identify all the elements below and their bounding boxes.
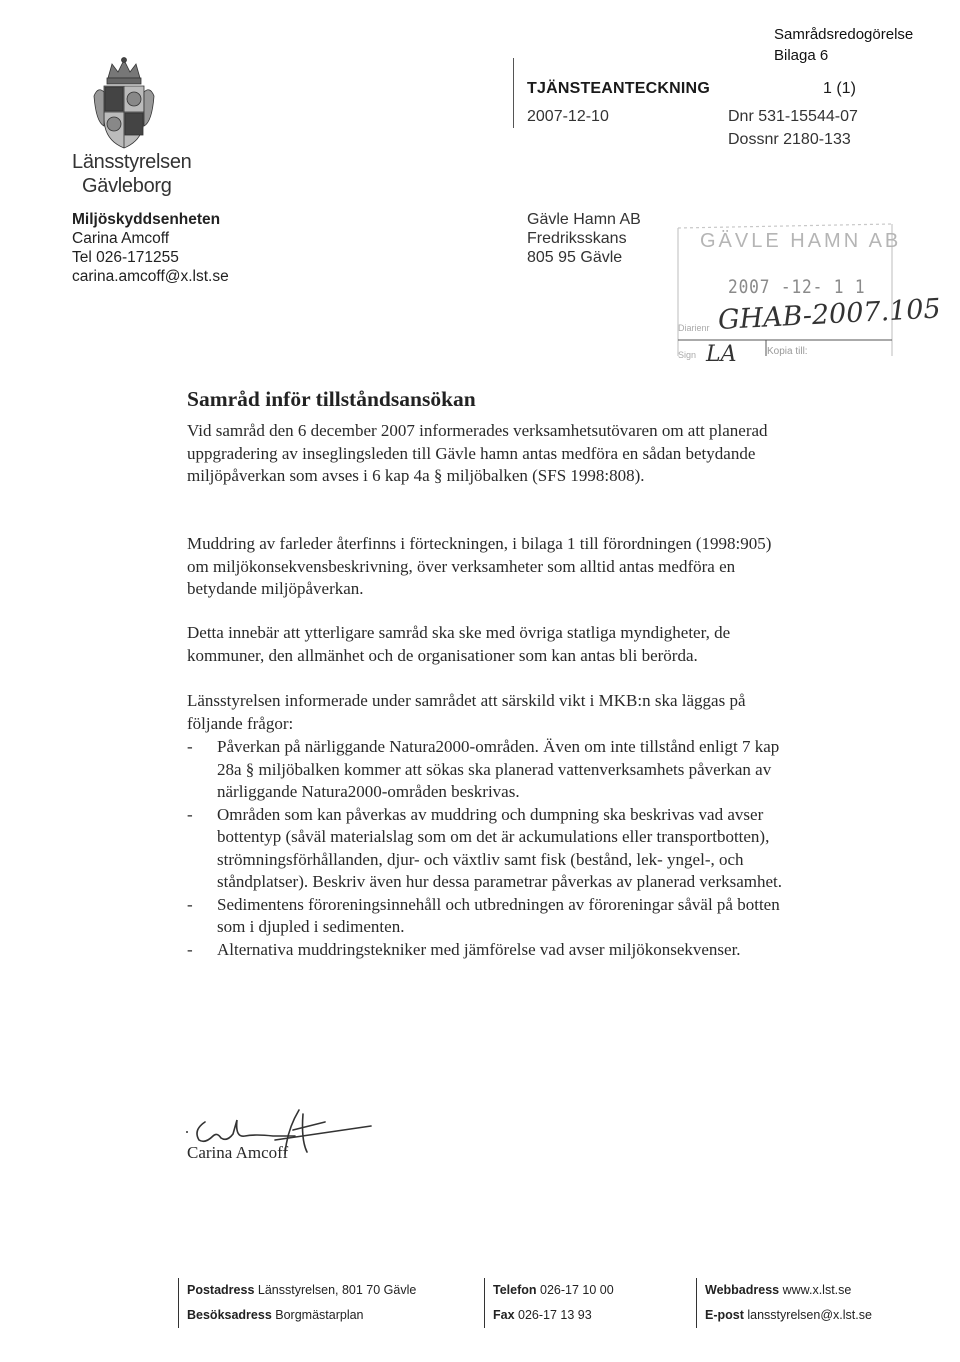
list-item bbox=[187, 939, 787, 962]
sender-unit: Miljöskyddsenheten bbox=[72, 211, 221, 228]
footer-post-value: Länsstyrelsen, 801 70 Gävle bbox=[257, 1283, 417, 1297]
footer-address-column bbox=[178, 1278, 416, 1328]
footer-web-value: www.x.lst.se bbox=[782, 1283, 852, 1297]
stamp-dnr-value: GHAB-2007.105 bbox=[717, 293, 942, 336]
stamp-sign-label: Sign bbox=[678, 350, 697, 360]
issue-list bbox=[187, 736, 787, 961]
footer-web-column bbox=[696, 1278, 872, 1328]
recipient-block bbox=[527, 210, 641, 267]
paragraph-2: Muddring av farleder återfinns i förteckningen, i bilaga 1 till förordningen (1998:905) om miljökonsekvensbeskrivning, över verksamheter som alltid antas medföra en betydande miljöpåverkan. bbox=[187, 534, 772, 598]
sender-name: Carina Amcoff bbox=[72, 230, 170, 247]
sender-block bbox=[72, 210, 229, 286]
list-item-text: Alternativa muddringstekniker med jämförelse vad avser miljökonsekvenser. bbox=[217, 939, 741, 959]
stamp-date: 2007 -12- 1 1 bbox=[728, 276, 866, 298]
header-divider bbox=[513, 58, 514, 128]
recipient-street: Fredriksskans bbox=[527, 230, 627, 247]
bullet-dash: - bbox=[187, 804, 193, 824]
diary-number: Dnr 531-15544-07 bbox=[728, 108, 858, 125]
document-title: Samrådsredogörelse bbox=[774, 26, 914, 43]
list-item bbox=[187, 736, 787, 804]
paragraph-4: Länsstyrelsen informerade under samrådet att särskild vikt i MKB:n ska läggas på följande frågor: bbox=[187, 691, 746, 733]
footer-post-label: Postadress bbox=[187, 1283, 255, 1297]
organization-name-line1: Länsstyrelsen bbox=[72, 151, 192, 173]
subject-heading: Samråd inför tillståndsansökan bbox=[187, 387, 476, 411]
paragraph-1: Vid samråd den 6 december 2007 informerades verksamhetsutövaren om att planerad uppgradering av inseglingsleden till Gävle hamn antas medföra en sådan betydande miljöpåverkan som avses i 6 kap 4a § miljöbalken (SFS 1998:808). bbox=[187, 421, 768, 485]
recipient-postal: 805 95 Gävle bbox=[527, 249, 623, 266]
stamp-copy-label: Kopia till: bbox=[767, 346, 808, 357]
recipient-company: Gävle Hamn AB bbox=[527, 211, 641, 228]
footer-fax-label: Fax bbox=[493, 1308, 515, 1322]
signer-name: Carina Amcoff bbox=[187, 1143, 289, 1162]
organization-name bbox=[72, 150, 192, 198]
list-item-text: Sedimentens föroreningsinnehåll och utbredningen av föroreningar såväl på botten som i djupled i sedimenten. bbox=[217, 894, 780, 936]
sender-phone: Tel 026-171255 bbox=[72, 249, 179, 266]
stamp-sign-value: LA bbox=[706, 342, 737, 367]
document-type: TJÄNSTEANTECKNING bbox=[527, 80, 710, 97]
document-date: 2007-12-10 bbox=[527, 108, 609, 125]
document-header-tag bbox=[774, 24, 913, 66]
paragraph-3: Detta innebär att ytterligare samråd ska ske med övriga statliga myndigheter, de kommuner, den allmänhet och de organisationer som kan antas bli berörda. bbox=[187, 623, 731, 665]
footer-fax-value: 026-17 13 93 bbox=[518, 1308, 592, 1322]
footer-visit-label: Besöksadress bbox=[187, 1308, 272, 1322]
bullet-dash: - bbox=[187, 737, 193, 756]
list-item bbox=[187, 804, 787, 894]
stamp-dnr-label: Diarienr bbox=[678, 323, 710, 333]
footer-phone-label: Telefon bbox=[493, 1283, 537, 1297]
footer-visit-value: Borgmästarplan bbox=[275, 1308, 364, 1322]
bullet-dash: - bbox=[187, 894, 193, 914]
footer-phone-value: 026-17 10 00 bbox=[540, 1283, 614, 1297]
sender-email: carina.amcoff@x.lst.se bbox=[72, 268, 229, 285]
stamp-company: GÄVLE HAMN AB bbox=[700, 230, 902, 252]
footer-email-value: lansstyrelsen@x.lst.se bbox=[747, 1308, 872, 1322]
organization-name-line2: Gävleborg bbox=[82, 175, 172, 197]
footer-phone-column bbox=[484, 1278, 614, 1328]
list-item bbox=[187, 894, 787, 939]
dossier-number: Dossnr 2180-133 bbox=[728, 131, 851, 148]
page-info: 1 (1) bbox=[823, 80, 856, 97]
attachment-label: Bilaga 6 bbox=[774, 47, 829, 64]
footer-email-label: E-post bbox=[705, 1308, 744, 1322]
list-item-text: Påverkan på närliggande Natura2000-områden. Även om inte tillstånd enligt 7 kap 28a § miljöbalken kommer att sökas ska planerad vattenverksamhets påverkan av närliggande Natura2000-områden beskrivas. bbox=[217, 737, 780, 801]
coat-of-arms-logo bbox=[90, 56, 158, 156]
list-item-text: Områden som kan påverkas av muddring och dumpning ska beskrivas vad avser bottentyp (såväl materialslag som om det är ackumulations eller transportbotten), strömningsförhållanden, djur- och växtliv samt fisk (bestånd, lek- yngel-, och ståndplatser). Beskriv även hur dessa parametrar påverkas av planerad verksamhet. bbox=[217, 804, 783, 891]
footer-web-label: Webbadress bbox=[705, 1283, 780, 1297]
bullet-dash: - bbox=[187, 939, 193, 959]
